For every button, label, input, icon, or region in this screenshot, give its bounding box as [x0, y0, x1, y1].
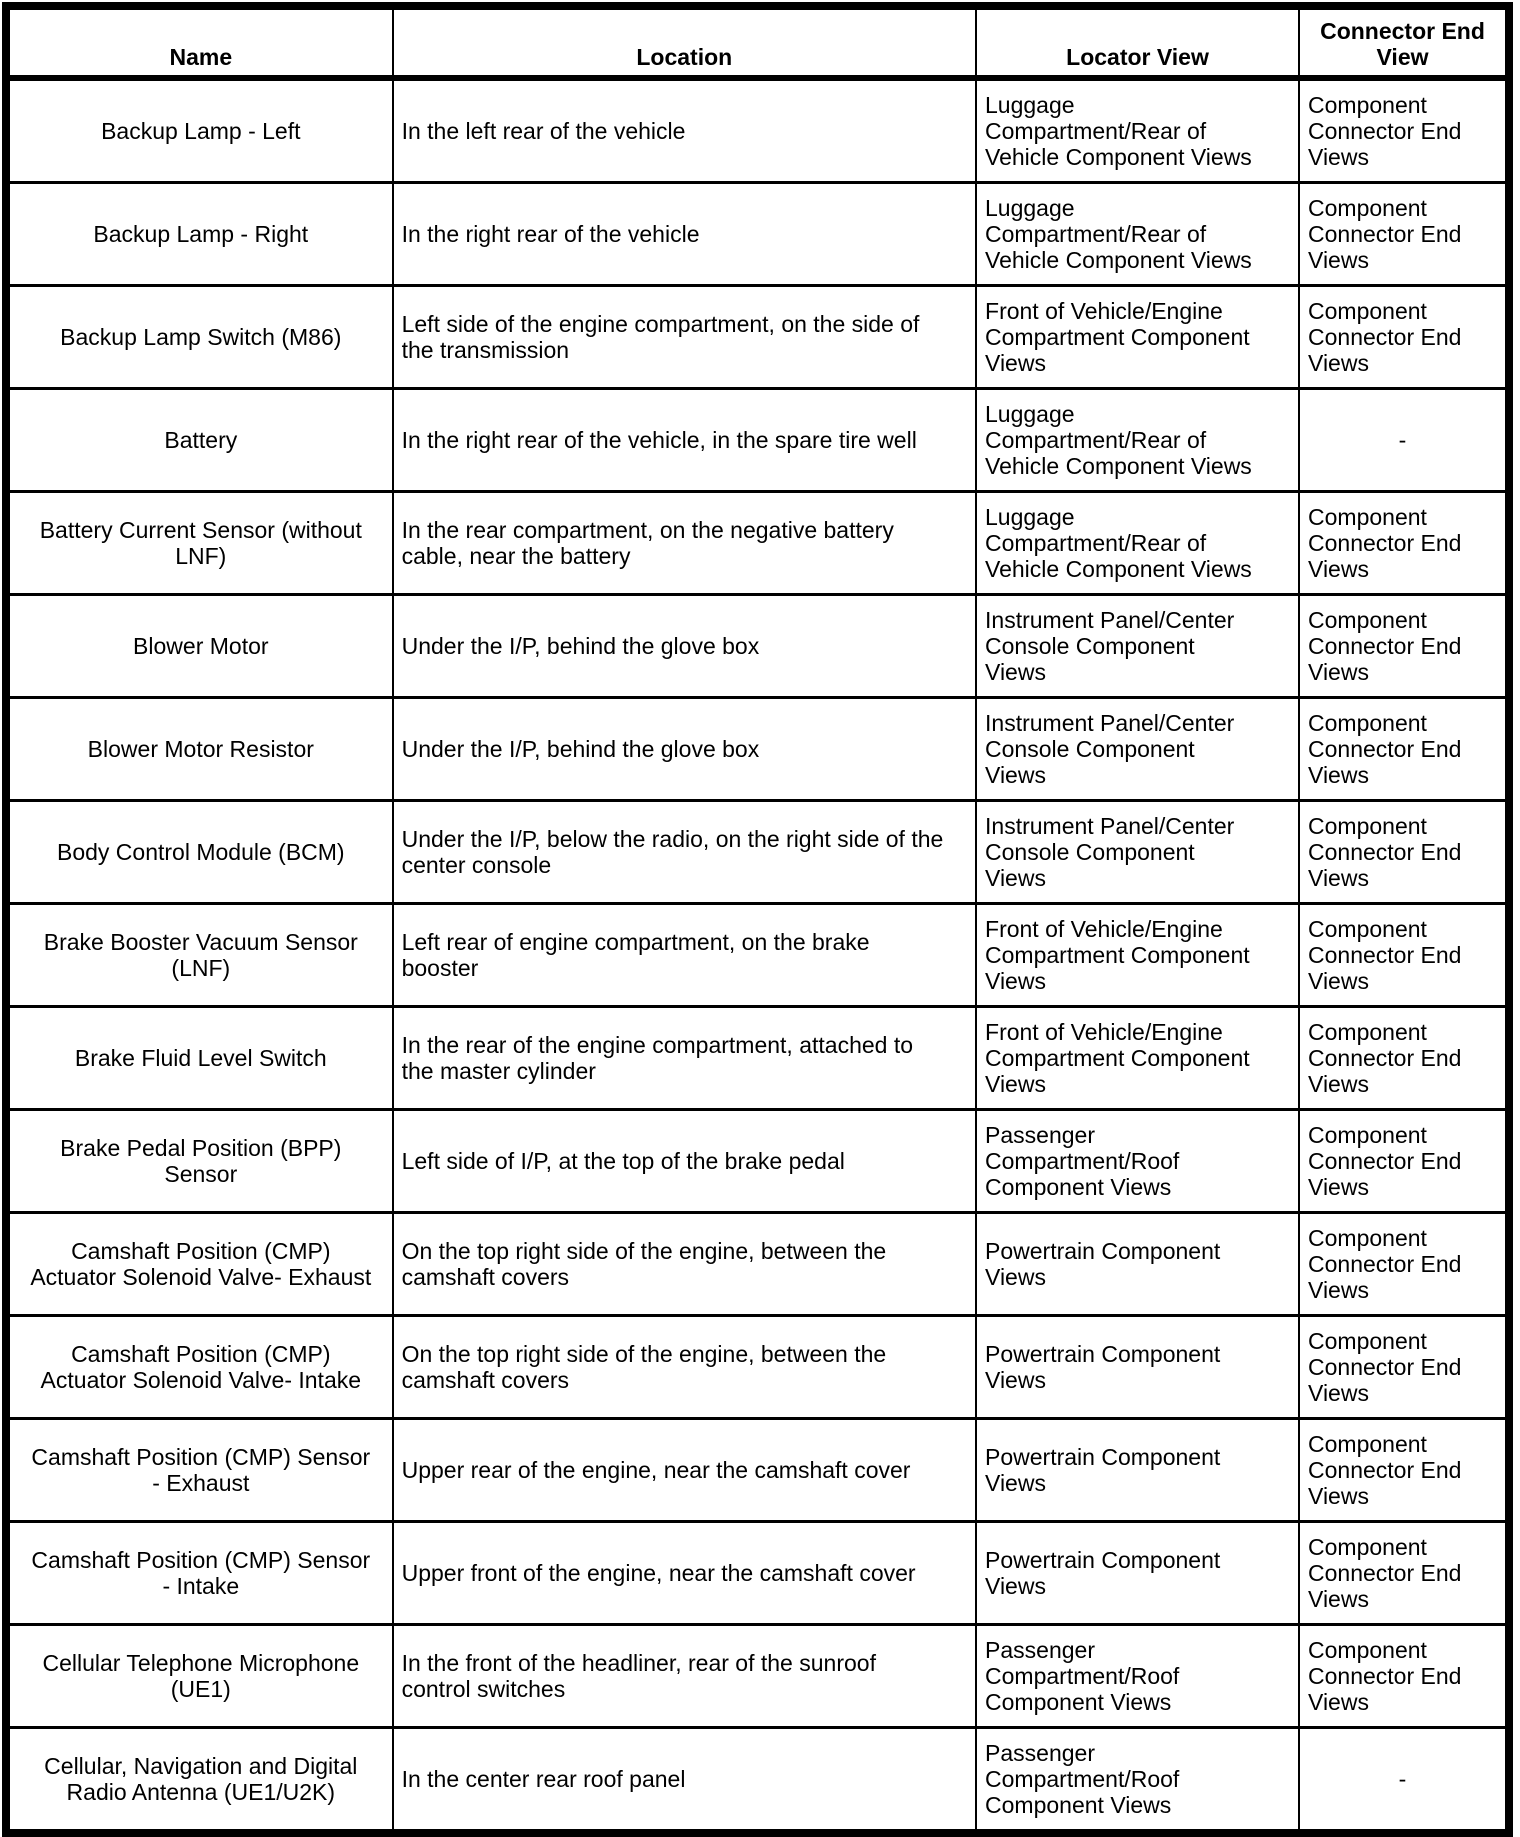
column-header-locator-view: Locator View [976, 6, 1299, 78]
cell-location: On the top right side of the engine, between the camshaft covers [393, 1316, 976, 1419]
cell-connector-end-view: Component Connector End Views [1299, 1213, 1509, 1316]
table-row [6, 286, 1509, 389]
cell-connector-end-view: Component Connector End Views [1299, 1110, 1509, 1213]
cell-name: Battery [6, 389, 393, 492]
column-header-connector-end-view: Connector End View [1299, 6, 1509, 78]
table-header [6, 6, 1509, 78]
cell-connector-end-view: Component Connector End Views [1299, 1522, 1509, 1625]
cell-name: Backup Lamp - Right [6, 183, 393, 286]
cell-locator-view: Powertrain Component Views [976, 1522, 1299, 1625]
cell-location: In the right rear of the vehicle [393, 183, 976, 286]
cell-connector-end-view: Component Connector End Views [1299, 801, 1509, 904]
cell-name: Battery Current Sensor (without LNF) [6, 492, 393, 595]
cell-connector-end-view: Component Connector End Views [1299, 183, 1509, 286]
table-row [6, 78, 1509, 183]
table-row [6, 1213, 1509, 1316]
cell-locator-view: Luggage Compartment/Rear of Vehicle Component Views [976, 492, 1299, 595]
cell-connector-end-view: Component Connector End Views [1299, 1419, 1509, 1522]
cell-connector-end-view: Component Connector End Views [1299, 904, 1509, 1007]
cell-locator-view: Front of Vehicle/Engine Compartment Component Views [976, 904, 1299, 1007]
cell-location: In the center rear roof panel [393, 1728, 976, 1834]
table-row [6, 595, 1509, 698]
cell-location: Left side of the engine compartment, on the side of the transmission [393, 286, 976, 389]
table-row [6, 1419, 1509, 1522]
table-row [6, 801, 1509, 904]
cell-connector-end-view: Component Connector End Views [1299, 1316, 1509, 1419]
table-row [6, 698, 1509, 801]
cell-location: Left rear of engine compartment, on the brake booster [393, 904, 976, 1007]
cell-location: In the left rear of the vehicle [393, 78, 976, 183]
cell-locator-view: Powertrain Component Views [976, 1316, 1299, 1419]
cell-location: Under the I/P, behind the glove box [393, 698, 976, 801]
column-header-location: Location [393, 6, 976, 78]
cell-location: In the rear compartment, on the negative battery cable, near the battery [393, 492, 976, 595]
cell-connector-end-view: - [1299, 1728, 1509, 1834]
cell-locator-view: Luggage Compartment/Rear of Vehicle Component Views [976, 78, 1299, 183]
cell-locator-view: Front of Vehicle/Engine Compartment Component Views [976, 1007, 1299, 1110]
cell-connector-end-view: Component Connector End Views [1299, 1625, 1509, 1728]
table-row [6, 492, 1509, 595]
cell-name: Camshaft Position (CMP) Sensor - Intake [6, 1522, 393, 1625]
cell-connector-end-view: Component Connector End Views [1299, 1007, 1509, 1110]
table-row [6, 1522, 1509, 1625]
table-row [6, 1007, 1509, 1110]
cell-connector-end-view: Component Connector End Views [1299, 492, 1509, 595]
column-header-name: Name [6, 6, 393, 78]
cell-locator-view: Luggage Compartment/Rear of Vehicle Component Views [976, 389, 1299, 492]
cell-connector-end-view: Component Connector End Views [1299, 78, 1509, 183]
table-row [6, 904, 1509, 1007]
component-location-table [2, 2, 1513, 1837]
cell-locator-view: Passenger Compartment/Roof Component Views [976, 1110, 1299, 1213]
cell-location: Left side of I/P, at the top of the brake pedal [393, 1110, 976, 1213]
cell-connector-end-view: Component Connector End Views [1299, 698, 1509, 801]
cell-locator-view: Instrument Panel/Center Console Component Views [976, 698, 1299, 801]
cell-location: In the rear of the engine compartment, attached to the master cylinder [393, 1007, 976, 1110]
cell-locator-view: Powertrain Component Views [976, 1419, 1299, 1522]
cell-name: Brake Booster Vacuum Sensor (LNF) [6, 904, 393, 1007]
cell-name: Brake Pedal Position (BPP) Sensor [6, 1110, 393, 1213]
cell-name: Camshaft Position (CMP) Actuator Solenoid Valve- Exhaust [6, 1213, 393, 1316]
cell-name: Blower Motor [6, 595, 393, 698]
cell-name: Camshaft Position (CMP) Actuator Solenoid Valve- Intake [6, 1316, 393, 1419]
cell-location: Under the I/P, behind the glove box [393, 595, 976, 698]
cell-location: Under the I/P, below the radio, on the right side of the center console [393, 801, 976, 904]
cell-connector-end-view: Component Connector End Views [1299, 286, 1509, 389]
cell-location: In the front of the headliner, rear of the sunroof control switches [393, 1625, 976, 1728]
cell-name: Backup Lamp Switch (M86) [6, 286, 393, 389]
table-row [6, 1728, 1509, 1834]
cell-name: Blower Motor Resistor [6, 698, 393, 801]
cell-locator-view: Powertrain Component Views [976, 1213, 1299, 1316]
cell-locator-view: Luggage Compartment/Rear of Vehicle Component Views [976, 183, 1299, 286]
cell-locator-view: Passenger Compartment/Roof Component Views [976, 1625, 1299, 1728]
cell-location: Upper front of the engine, near the camshaft cover [393, 1522, 976, 1625]
cell-locator-view: Passenger Compartment/Roof Component Views [976, 1728, 1299, 1834]
cell-connector-end-view: - [1299, 389, 1509, 492]
cell-locator-view: Front of Vehicle/Engine Compartment Component Views [976, 286, 1299, 389]
cell-location: On the top right side of the engine, between the camshaft covers [393, 1213, 976, 1316]
cell-location: Upper rear of the engine, near the camshaft cover [393, 1419, 976, 1522]
table-row [6, 183, 1509, 286]
table-row [6, 1316, 1509, 1419]
table-row [6, 1625, 1509, 1728]
cell-name: Body Control Module (BCM) [6, 801, 393, 904]
table-body [6, 78, 1509, 1833]
cell-connector-end-view: Component Connector End Views [1299, 595, 1509, 698]
table-row [6, 389, 1509, 492]
cell-name: Camshaft Position (CMP) Sensor - Exhaust [6, 1419, 393, 1522]
header-row [6, 6, 1509, 78]
cell-name: Cellular, Navigation and Digital Radio Antenna (UE1/U2K) [6, 1728, 393, 1834]
cell-name: Backup Lamp - Left [6, 78, 393, 183]
cell-locator-view: Instrument Panel/Center Console Component Views [976, 801, 1299, 904]
cell-location: In the right rear of the vehicle, in the spare tire well [393, 389, 976, 492]
cell-name: Cellular Telephone Microphone (UE1) [6, 1625, 393, 1728]
table-row [6, 1110, 1509, 1213]
cell-name: Brake Fluid Level Switch [6, 1007, 393, 1110]
cell-locator-view: Instrument Panel/Center Console Component Views [976, 595, 1299, 698]
